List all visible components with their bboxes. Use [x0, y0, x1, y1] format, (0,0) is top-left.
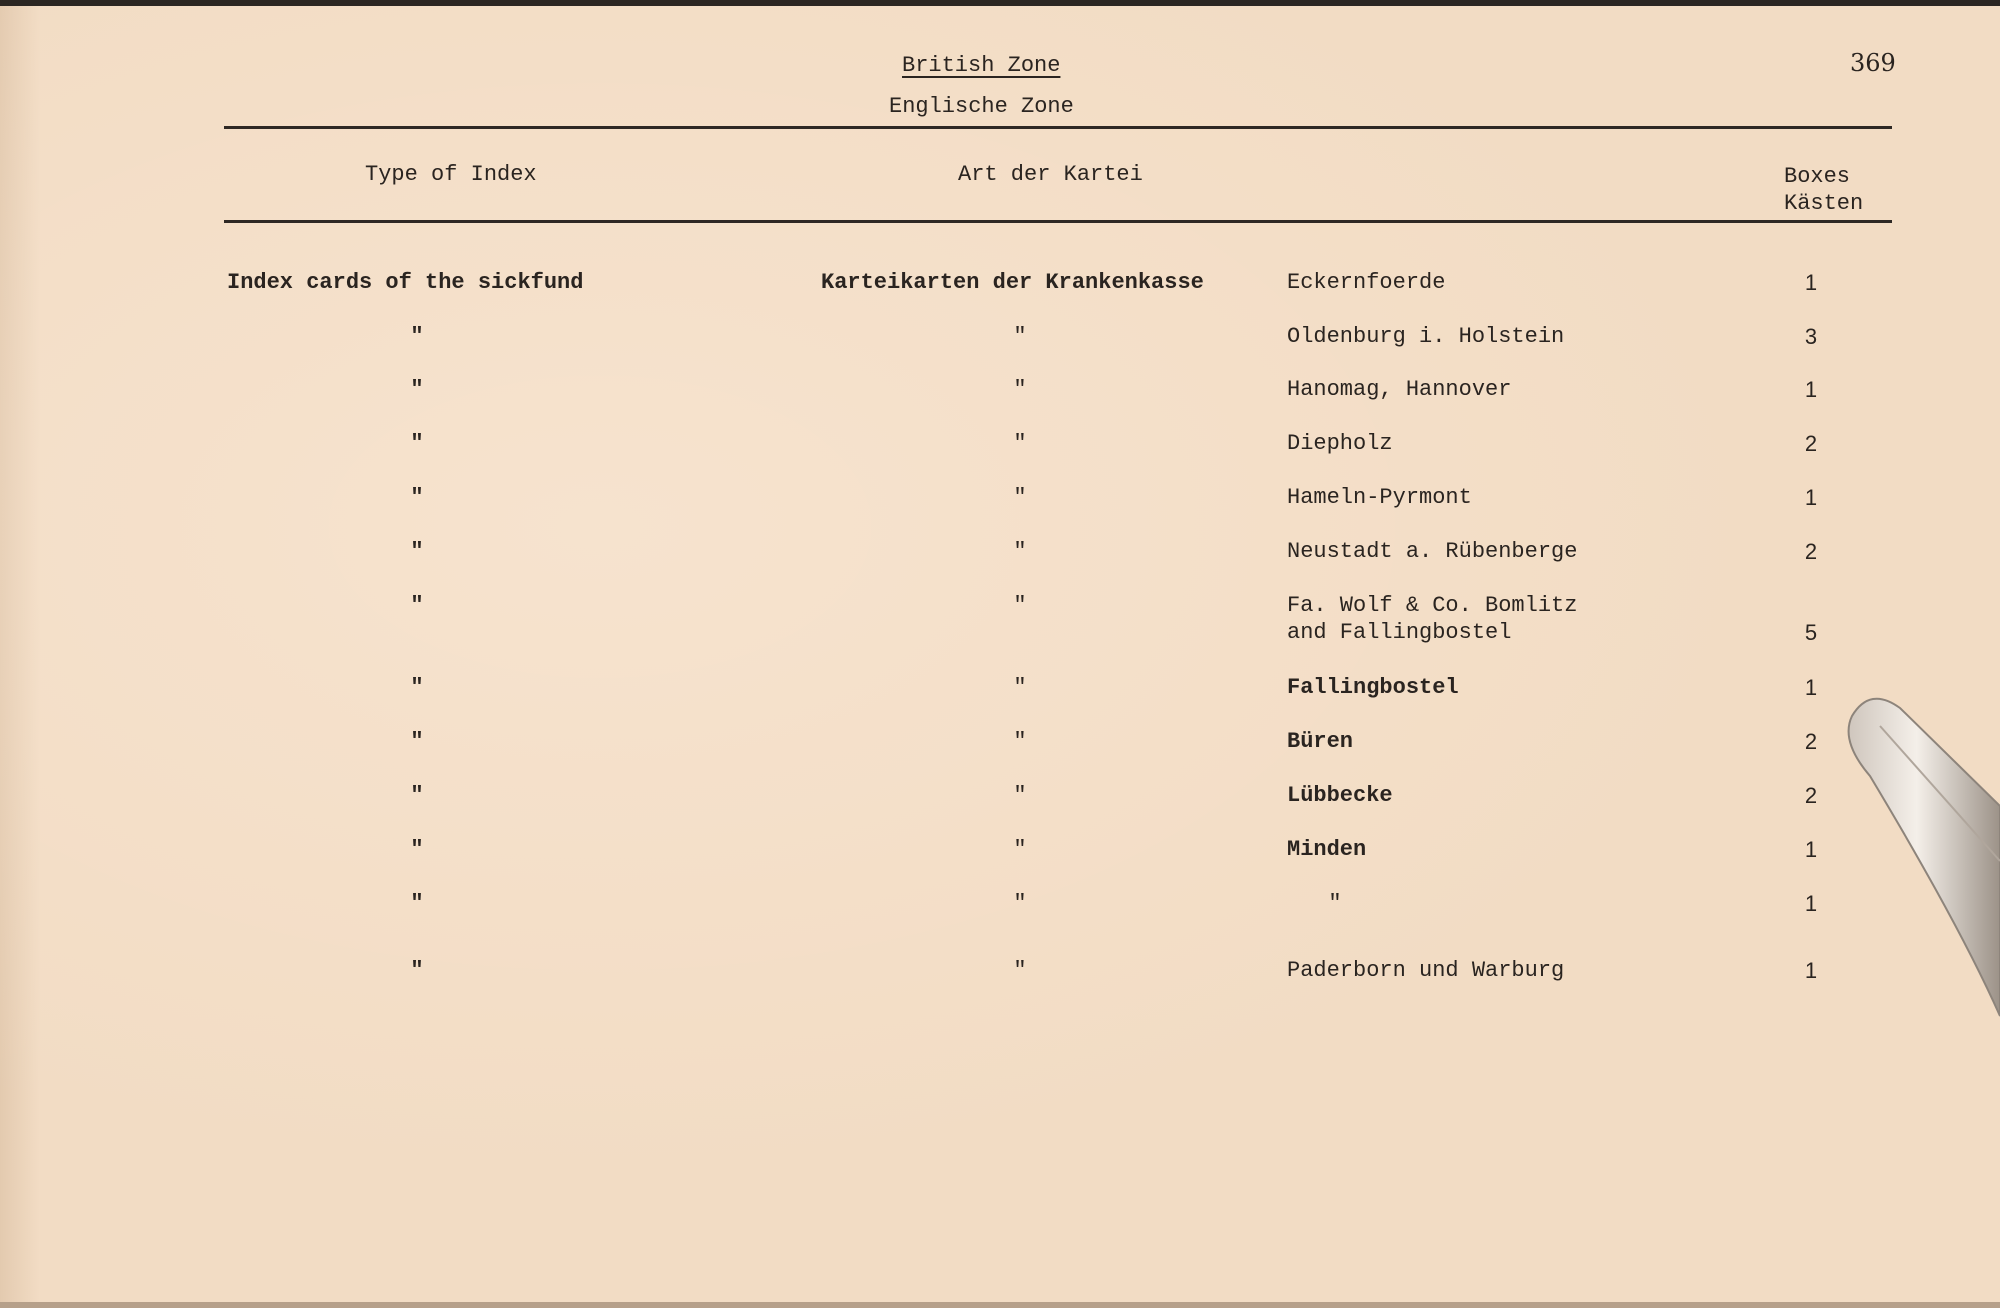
row-boxes: 1 [1804, 958, 1818, 983]
header-bottom-rule [224, 220, 1892, 223]
row-art-ditto: " [1013, 593, 1027, 618]
row-art-ditto: " [1013, 891, 1027, 916]
row-art-ditto: " [1013, 783, 1027, 808]
row-type-ditto: " [410, 783, 424, 808]
row-boxes: 1 [1804, 891, 1818, 916]
row-type-ditto: " [410, 837, 424, 862]
row-type-ditto: " [410, 891, 424, 916]
row-type-ditto: " [410, 729, 424, 754]
row-location: Hanomag, Hannover [1287, 377, 1512, 402]
row-art: Karteikarten der Krankenkasse [821, 270, 1204, 295]
row-location: Büren [1287, 729, 1354, 754]
row-boxes: 1 [1804, 837, 1818, 862]
page-subtitle: Englische Zone [889, 94, 1074, 119]
row-art-ditto: " [1013, 729, 1027, 754]
row-type-ditto: " [410, 958, 424, 983]
page-bottom-edge [0, 1302, 2000, 1308]
document-page [0, 6, 2000, 1308]
row-art-ditto: " [1013, 324, 1027, 349]
row-location: Fa. Wolf & Co. Bomlitz [1287, 593, 1578, 618]
row-location: Lübbecke [1287, 783, 1393, 808]
row-boxes: 1 [1804, 675, 1818, 700]
page-title: British Zone [902, 53, 1061, 78]
row-location-line2: and Fallingbostel [1287, 620, 1512, 645]
tweezer-tool [1840, 686, 2000, 1026]
row-location: Minden [1287, 837, 1367, 862]
row-location: Oldenburg i. Holstein [1287, 324, 1565, 349]
row-type-ditto: " [410, 431, 424, 456]
row-type-ditto: " [410, 485, 424, 510]
row-location: Eckernfoerde [1287, 270, 1446, 295]
row-boxes: 3 [1804, 324, 1818, 349]
page-number: 369 [1850, 49, 1896, 77]
row-type-ditto: " [410, 675, 424, 700]
row-art-ditto: " [1013, 958, 1027, 983]
row-art-ditto: " [1013, 377, 1027, 402]
row-location: Diepholz [1287, 431, 1393, 456]
column-header-kasten: Kästen [1784, 191, 1864, 216]
header-top-rule [224, 126, 1892, 129]
row-boxes: 2 [1804, 539, 1818, 564]
column-header-boxes: Boxes [1784, 164, 1851, 189]
row-type-ditto: " [410, 539, 424, 564]
row-type-ditto: " [410, 593, 424, 618]
row-type-ditto: " [410, 377, 424, 402]
row-boxes: 5 [1804, 620, 1818, 645]
row-art-ditto: " [1013, 675, 1027, 700]
row-boxes: 2 [1804, 783, 1818, 808]
column-header-art-der-kartei: Art der Kartei [958, 162, 1143, 187]
row-location: Paderborn und Warburg [1287, 958, 1565, 983]
row-art-ditto: " [1013, 539, 1027, 564]
row-boxes: 1 [1804, 485, 1818, 510]
row-art-ditto: " [1013, 485, 1027, 510]
row-type-ditto: " [410, 324, 424, 349]
column-header-type-of-index: Type of Index [365, 162, 537, 187]
row-boxes: 2 [1804, 729, 1818, 754]
row-boxes: 2 [1804, 431, 1818, 456]
row-location: Neustadt a. Rübenberge [1287, 539, 1578, 564]
row-location: Fallingbostel [1287, 675, 1459, 700]
row-boxes: 1 [1804, 377, 1818, 402]
row-art-ditto: " [1013, 431, 1027, 456]
row-boxes: 1 [1804, 270, 1818, 295]
row-location-ditto: " [1328, 891, 1342, 916]
row-type: Index cards of the sickfund [227, 270, 584, 295]
row-art-ditto: " [1013, 837, 1027, 862]
row-location: Hameln-Pyrmont [1287, 485, 1472, 510]
